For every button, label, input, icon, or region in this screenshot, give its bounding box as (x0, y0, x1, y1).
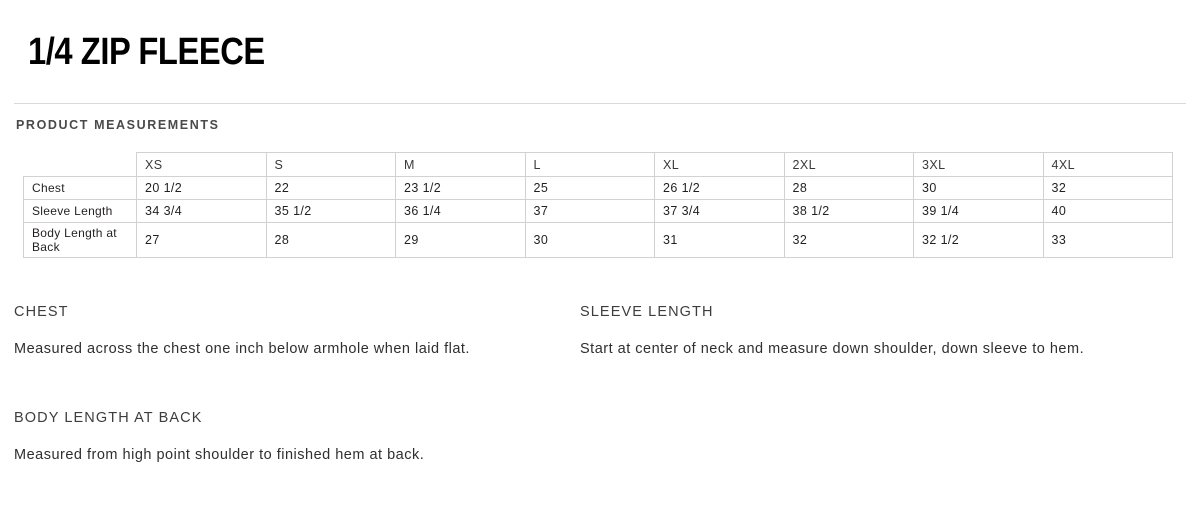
cell-body-3xl: 32 1/2 (914, 223, 1044, 258)
cell-chest-s: 22 (266, 177, 396, 200)
table-header-row (24, 153, 1173, 177)
cell-sleeve-3xl: 39 1/4 (914, 200, 1044, 223)
cell-sleeve-xs: 34 3/4 (137, 200, 267, 223)
cell-body-2xl: 32 (784, 223, 914, 258)
cell-sleeve-m: 36 1/4 (396, 200, 526, 223)
table-row (24, 223, 1173, 258)
cell-chest-4xl: 32 (1043, 177, 1173, 200)
definition-title-body-length-at-back: BODY LENGTH AT BACK (14, 410, 203, 426)
cell-chest-xl: 26 1/2 (655, 177, 785, 200)
cell-body-xs: 27 (137, 223, 267, 258)
cell-body-l: 30 (525, 223, 655, 258)
cell-sleeve-s: 35 1/2 (266, 200, 396, 223)
cell-chest-m: 23 1/2 (396, 177, 526, 200)
cell-body-xl: 31 (655, 223, 785, 258)
size-header-4xl: 4XL (1043, 153, 1173, 177)
section-label-product-measurements: PRODUCT MEASUREMENTS (16, 118, 220, 132)
cell-body-m: 29 (396, 223, 526, 258)
size-header-xl: XL (655, 153, 785, 177)
measurements-table (23, 152, 1173, 258)
table-row (24, 177, 1173, 200)
cell-body-s: 28 (266, 223, 396, 258)
table-corner-cell (24, 153, 137, 177)
definition-text-chest: Measured across the chest one inch below armhole when laid flat. (14, 341, 470, 357)
row-label-chest: Chest (24, 177, 137, 200)
size-header-2xl: 2XL (784, 153, 914, 177)
header-divider (14, 103, 1186, 104)
measurements-table-wrapper (23, 152, 1172, 258)
row-label-sleeve-length: Sleeve Length (24, 200, 137, 223)
definition-title-sleeve-length: SLEEVE LENGTH (580, 304, 714, 320)
row-label-body-length-at-back: Body Length at Back (24, 223, 137, 258)
cell-sleeve-xl: 37 3/4 (655, 200, 785, 223)
cell-body-4xl: 33 (1043, 223, 1173, 258)
cell-sleeve-l: 37 (525, 200, 655, 223)
definition-chest (14, 304, 534, 365)
cell-chest-l: 25 (525, 177, 655, 200)
definition-sleeve-length (580, 304, 1120, 365)
cell-sleeve-2xl: 38 1/2 (784, 200, 914, 223)
definition-title-chest: CHEST (14, 304, 69, 320)
table-header (24, 153, 1173, 177)
cell-chest-2xl: 28 (784, 177, 914, 200)
cell-sleeve-4xl: 40 (1043, 200, 1173, 223)
definition-text-body-length-at-back: Measured from high point shoulder to finished hem at back. (14, 447, 425, 463)
size-header-3xl: 3XL (914, 153, 1044, 177)
cell-chest-3xl: 30 (914, 177, 1044, 200)
size-header-xs: XS (137, 153, 267, 177)
definition-text-sleeve-length: Start at center of neck and measure down shoulder, down sleeve to hem. (580, 341, 1085, 357)
size-header-s: S (266, 153, 396, 177)
table-body (24, 177, 1173, 258)
size-header-m: M (396, 153, 526, 177)
table-row (24, 200, 1173, 223)
cell-chest-xs: 20 1/2 (137, 177, 267, 200)
definition-body-length-at-back (14, 410, 534, 471)
size-header-l: L (525, 153, 655, 177)
page-title: 1/4 ZIP FLEECE (28, 31, 265, 73)
